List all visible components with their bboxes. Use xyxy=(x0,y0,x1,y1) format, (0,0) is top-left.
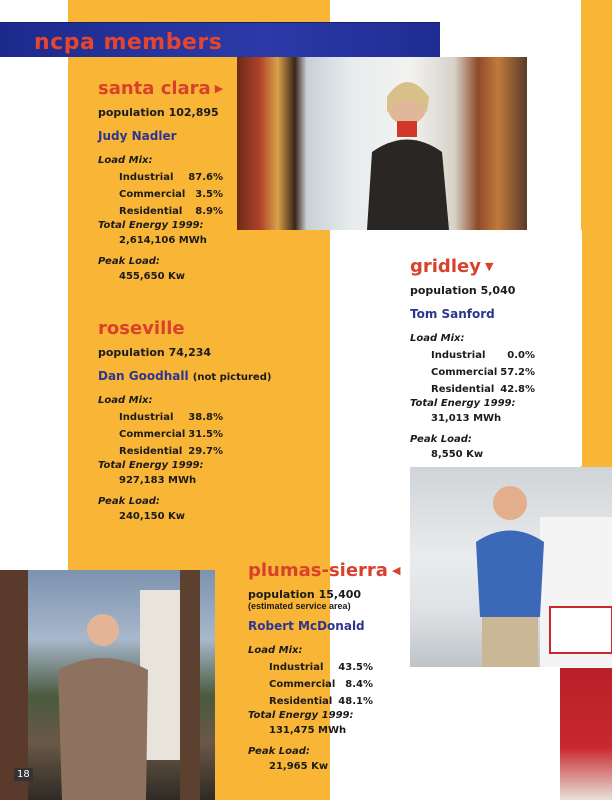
member-plumas-sierra xyxy=(248,560,400,772)
contact-name: Robert McDonald xyxy=(248,619,365,633)
population: population 15,400 xyxy=(248,588,362,601)
contact-name: Dan Goodhall (not pictured) xyxy=(98,369,272,383)
load-mix xyxy=(269,659,400,710)
triangle-right-icon: ▶ xyxy=(214,82,224,95)
yellow-band-right xyxy=(581,0,612,470)
load-mix-label: Load Mix: xyxy=(98,395,153,406)
peak-load-label: Peak Load: xyxy=(248,746,310,757)
page-number: 18 xyxy=(14,768,33,781)
total-energy-label: Total Energy 1999: xyxy=(248,710,354,721)
triangle-left-icon: ◀ xyxy=(391,564,401,577)
load-mix xyxy=(119,169,223,220)
load-mix-row-industrial: Industrial 87.6% xyxy=(119,172,223,183)
load-mix-label: Load Mix: xyxy=(248,645,303,656)
total-energy-label: Total Energy 1999: xyxy=(98,220,204,231)
load-mix-row-commercial: Commercial 57.2% xyxy=(431,367,535,378)
load-mix-row-commercial: Commercial 3.5% xyxy=(119,189,223,200)
peak-load-value: 8,550 Kw xyxy=(431,449,484,460)
member-name: gridley ▼ xyxy=(410,256,494,277)
peak-load-value: 455,650 Kw xyxy=(119,271,186,282)
photo-judy-nadler xyxy=(237,57,527,230)
page-title: ncpa members xyxy=(34,30,223,55)
member-gridley xyxy=(410,256,535,460)
population: population 74,234 xyxy=(98,346,212,359)
photo-tom-sanford-illustration xyxy=(410,467,612,667)
contact-name: Judy Nadler xyxy=(98,129,177,143)
photo-truck xyxy=(560,668,612,800)
load-mix-row-industrial: Industrial 43.5% xyxy=(269,662,373,673)
load-mix-label: Load Mix: xyxy=(98,155,153,166)
peak-load-label: Peak Load: xyxy=(98,256,160,267)
peak-load-value: 21,965 Kw xyxy=(269,761,329,772)
load-mix-row-commercial: Commercial 31.5% xyxy=(119,429,223,440)
load-mix-row-industrial: Industrial 0.0% xyxy=(431,350,535,361)
load-mix xyxy=(431,347,535,398)
total-energy-value: 2,614,106 MWh xyxy=(119,235,207,246)
triangle-down-icon: ▼ xyxy=(484,260,494,273)
photo-tom-sanford xyxy=(410,467,612,667)
load-mix-row-residential: Residential 29.7% xyxy=(119,446,223,457)
contact-note: (not pictured) xyxy=(192,372,272,383)
total-energy-value: 31,013 MWh xyxy=(431,413,502,424)
total-energy-value: 131,475 MWh xyxy=(269,725,347,736)
load-mix-row-commercial: Commercial 8.4% xyxy=(269,679,373,690)
contact-name: Tom Sanford xyxy=(410,307,495,321)
peak-load-value: 240,150 Kw xyxy=(119,511,186,522)
total-energy-label: Total Energy 1999: xyxy=(98,460,204,471)
load-mix-row-residential: Residential 8.9% xyxy=(119,206,223,217)
population: population 102,895 xyxy=(98,106,219,119)
photo-robert-mcdonald-illustration xyxy=(0,570,215,800)
member-name: roseville xyxy=(98,318,185,339)
load-mix-row-industrial: Industrial 38.8% xyxy=(119,412,223,423)
total-energy-value: 927,183 MWh xyxy=(119,475,197,486)
load-mix-row-residential: Residential 48.1% xyxy=(269,696,373,707)
member-name: plumas-sierra ◀ xyxy=(248,560,401,581)
load-mix-row-residential: Residential 42.8% xyxy=(431,384,535,395)
member-name: santa clara ▶ xyxy=(98,78,224,99)
photo-judy-nadler-illustration xyxy=(237,57,527,230)
peak-load-label: Peak Load: xyxy=(98,496,160,507)
photo-robert-mcdonald xyxy=(0,570,215,800)
load-mix xyxy=(119,409,271,460)
member-santa-clara xyxy=(98,78,223,282)
load-mix-label: Load Mix: xyxy=(410,333,465,344)
population-note: (estimated service area) xyxy=(248,601,351,611)
population: population 5,040 xyxy=(410,284,516,297)
total-energy-label: Total Energy 1999: xyxy=(410,398,516,409)
member-roseville xyxy=(98,318,271,522)
peak-load-label: Peak Load: xyxy=(410,434,472,445)
